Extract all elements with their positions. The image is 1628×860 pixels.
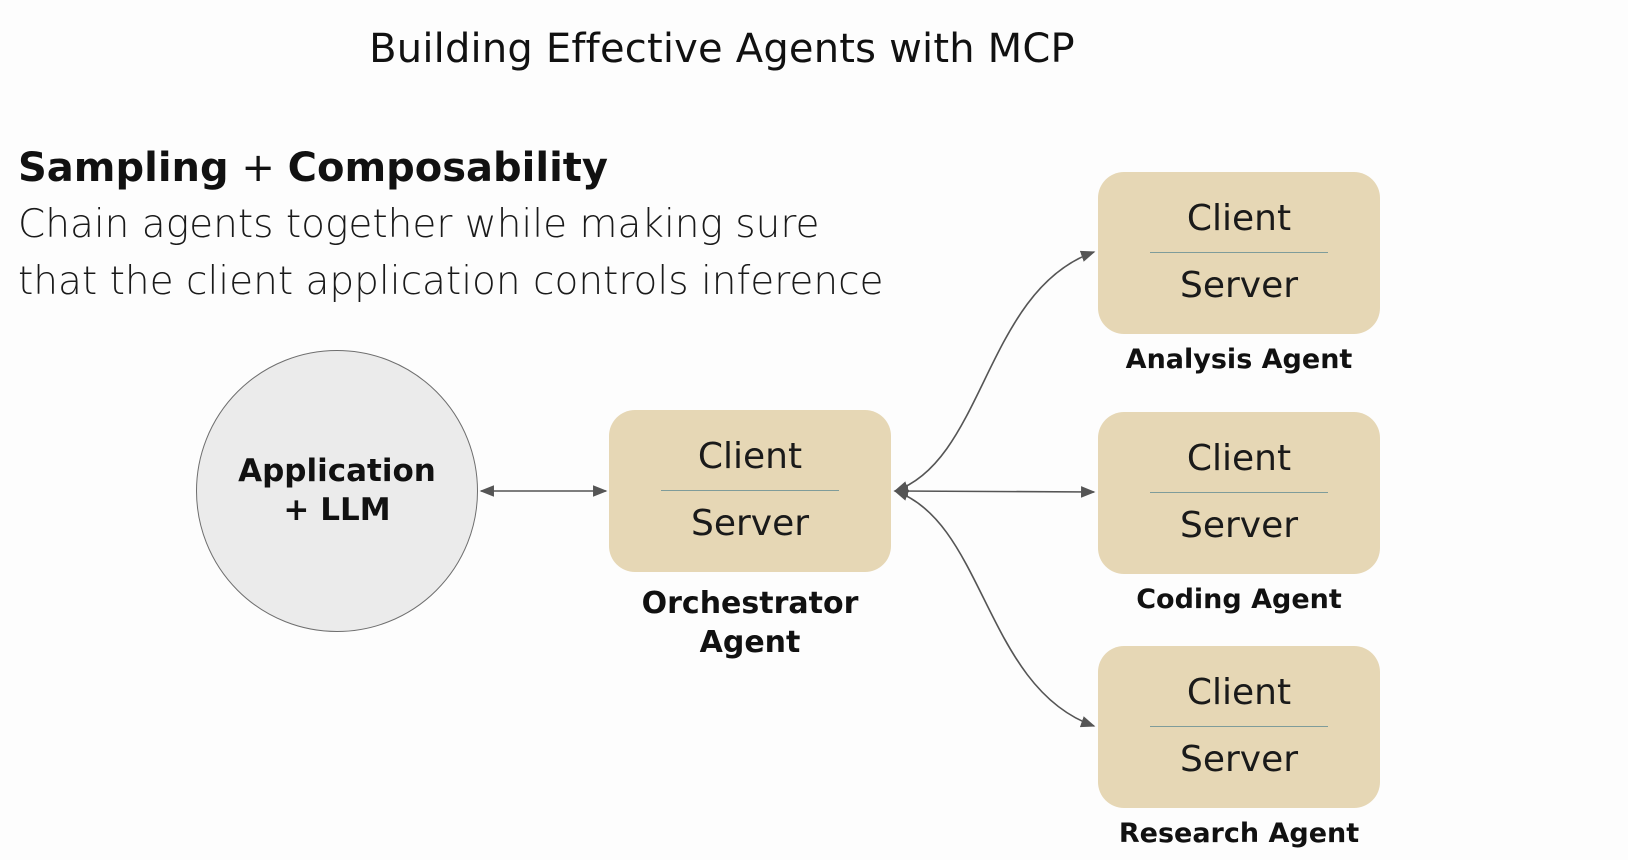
orchestrator-research-arrow xyxy=(895,491,1094,726)
coding-agent-label: Coding Agent xyxy=(1136,584,1342,615)
orchestrator-server-label: Server xyxy=(690,503,810,544)
orchestrator-agent-label: Orchestrator Agent xyxy=(641,586,859,660)
research-server-label: Server xyxy=(1179,739,1299,780)
slide-title: Building Effective Agents with MCP xyxy=(369,26,1075,72)
orchestrator-analysis-arrow xyxy=(895,252,1094,491)
analysis-client-label: Client xyxy=(1186,198,1292,239)
coding-divider xyxy=(1150,492,1328,493)
description-line-2: that the client application controls inference xyxy=(18,259,884,304)
application-llm-node xyxy=(196,350,478,632)
research-divider xyxy=(1150,726,1328,727)
orchestrator-client-label: Client xyxy=(697,436,803,477)
heading-sampling: Sampling xyxy=(18,145,229,191)
analysis-server-label: Server xyxy=(1179,265,1299,306)
heading-composability: Composability xyxy=(287,145,608,191)
orchestrator-agent-box xyxy=(609,410,891,572)
heading-plus: + xyxy=(228,145,288,191)
coding-client-label: Client xyxy=(1186,438,1292,479)
description-line-1: Chain agents together while making sure xyxy=(18,202,820,247)
research-client-label: Client xyxy=(1186,672,1292,713)
analysis-divider xyxy=(1150,252,1328,253)
analysis-agent-label: Analysis Agent xyxy=(1125,344,1353,375)
orchestrator-divider xyxy=(661,490,839,491)
orchestrator-coding-arrow xyxy=(895,491,1094,492)
analysis-agent-box xyxy=(1098,172,1380,334)
research-agent-label: Research Agent xyxy=(1118,818,1360,849)
application-llm-label: Application + LLM xyxy=(238,453,436,528)
research-agent-box xyxy=(1098,646,1380,808)
coding-agent-box xyxy=(1098,412,1380,574)
coding-server-label: Server xyxy=(1179,505,1299,546)
